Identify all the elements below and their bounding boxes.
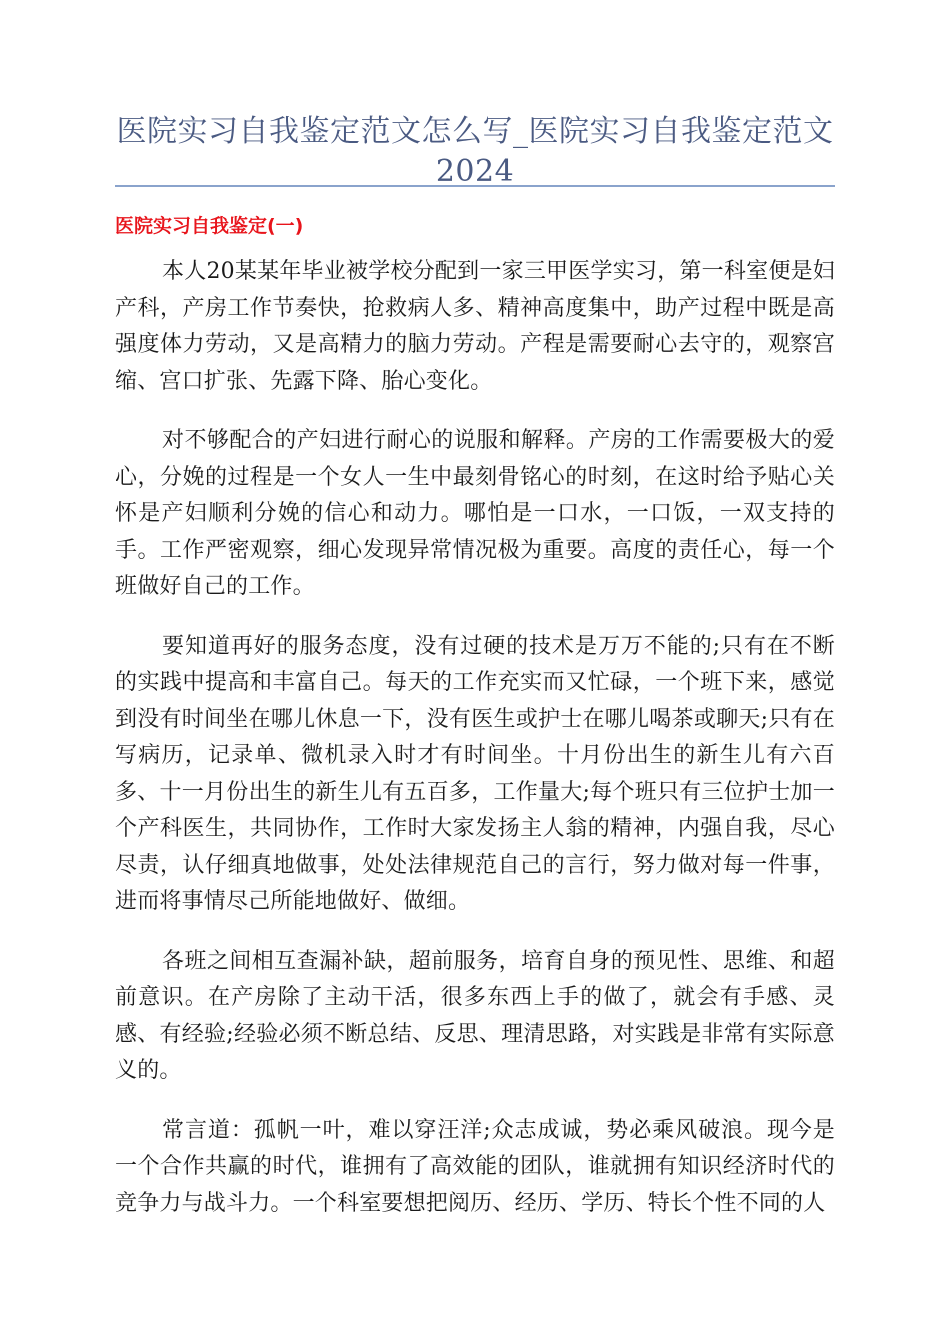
body-text [115, 254, 835, 1245]
document-title: 医院实习自我鉴定范文怎么写_医院实习自我鉴定范文2024 [116, 114, 834, 189]
paragraph-1: 本人20某某年毕业被学校分配到一家三甲医学实习，第一科室便是妇产科，产房工作节奏快，抢救病人多、精神高度集中，助产过程中既是高强度体力劳动，又是高精力的脑力劳动。产程是需要耐心去守的，观察宫缩、宫口扩张、先露下降、胎心变化。 [115, 259, 835, 394]
paragraph-4: 各班之间相互查漏补缺，超前服务，培育自身的预见性、思维、和超前意识。在产房除了主动干活，很多东西上手的做了，就会有手感、灵感、有经验;经验必须不断总结、反思、理清思路，对实践是非常有实际意义的。 [115, 948, 835, 1083]
paragraph-2: 对不够配合的产妇进行耐心的说服和解释。产房的工作需要极大的爱心，分娩的过程是一个女人一生中最刻骨铭心的时刻，在这时给予贴心关怀是产妇顺利分娩的信心和动力。哪怕是一口水，一口饭，一双支持的手。工作严密观察，细心发现异常情况极为重要。高度的责任心，每一个班做好自己的工作。 [115, 428, 835, 599]
section-heading: 医院实习自我鉴定(一) [115, 215, 304, 237]
title-divider [115, 185, 835, 187]
paragraph-5: 常言道：孤帆一叶，难以穿汪洋;众志成诚，势必乘风破浪。现今是一个合作共赢的时代，谁拥有了高效能的团队，谁就拥有知识经济时代的竞争力与战斗力。一个科室要想把阅历、经历、学历、特长个性不同的人 [115, 1117, 835, 1216]
paragraph-3: 要知道再好的服务态度，没有过硬的技术是万万不能的;只有在不断的实践中提高和丰富自己。每天的工作充实而又忙碌，一个班下来，感觉到没有时间坐在哪儿休息一下，没有医生或护士在哪儿喝茶或聊天;只有在写病历，记录单、微机录入时才有时间坐。十月份出生的新生儿有六百多、十一月份出生的新生儿有五百多，工作量大;每个班只有三位护士加一个产科医生，共同协作，工作时大家发扬主人翁的精神，内强自我，尽心尽责，认仔细真地做事，处处法律规范自己的言行，努力做对每一件事，进而将事情尽己所能地做好、做细。 [115, 633, 835, 914]
